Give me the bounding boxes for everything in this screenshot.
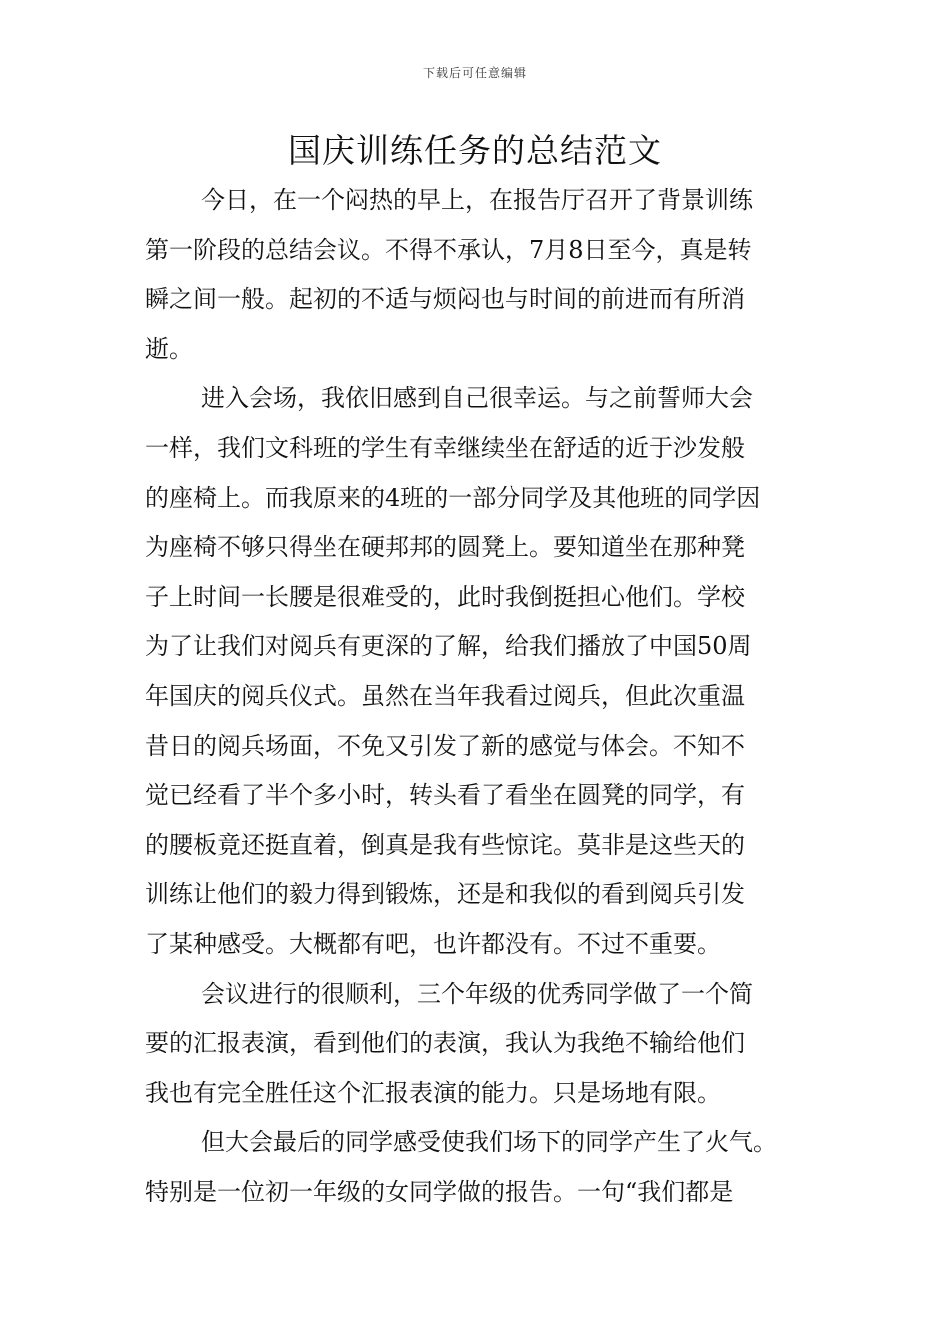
text-line: 一样，我们文科班的学生有幸继续坐在舒适的近于沙发般 xyxy=(145,433,745,462)
text-line: 年国庆的阅兵仪式。虽然在当年我看过阅兵，但此次重温 xyxy=(145,681,745,710)
text-line: 子上时间一长腰是很难受的，此时我倒挺担心他们。学校 xyxy=(145,582,745,611)
text-line: 会议进行的很顺利，三个年级的优秀同学做了一个简 xyxy=(201,979,753,1008)
text-line: 第一阶段的总结会议。不得不承认，7月8日至今，真是转 xyxy=(145,235,752,264)
text-line: 但大会最后的同学感受使我们场下的同学产生了火气。 xyxy=(201,1128,777,1157)
document-body xyxy=(145,176,813,1217)
text-line: 瞬之间一般。起初的不适与烦闷也与时间的前进而有所消 xyxy=(145,285,745,314)
text-line: 为座椅不够只得坐在硬邦邦的圆凳上。要知道坐在那种凳 xyxy=(145,533,745,562)
text-line: 特别是一位初一年级的女同学做的报告。一句“我们都是 xyxy=(145,1177,734,1206)
header-note: 下载后可任意编辑 xyxy=(422,66,527,80)
text-line: 进入会场，我依旧感到自己很幸运。与之前誓师大会 xyxy=(201,384,753,413)
text-line: 训练让他们的毅力得到锻炼，还是和我似的看到阅兵引发 xyxy=(145,880,745,909)
text-line: 要的汇报表演，看到他们的表演，我认为我绝不输给他们 xyxy=(145,1029,745,1058)
text-line: 我也有完全胜任这个汇报表演的能力。只是场地有限。 xyxy=(145,1078,721,1107)
document-title: 国庆训练任务的总结范文 xyxy=(288,131,662,170)
text-line: 昔日的阅兵场面，不免又引发了新的感觉与体会。不知不 xyxy=(145,731,745,760)
text-line: 今日，在一个闷热的早上，在报告厅召开了背景训练 xyxy=(201,186,753,214)
text-line: 的座椅上。而我原来的4班的一部分同学及其他班的同学因 xyxy=(145,483,761,512)
text-line: 逝。 xyxy=(145,334,193,363)
text-line: 的腰板竟还挺直着，倒真是我有些惊诧。莫非是这些天的 xyxy=(145,830,745,859)
text-line: 觉已经看了半个多小时，转头看了看坐在圆凳的同学，有 xyxy=(145,781,745,810)
text-line: 了某种感受。大概都有吧，也许都没有。不过不重要。 xyxy=(145,929,721,958)
text-line: 为了让我们对阅兵有更深的了解，给我们播放了中国50周 xyxy=(145,632,752,661)
